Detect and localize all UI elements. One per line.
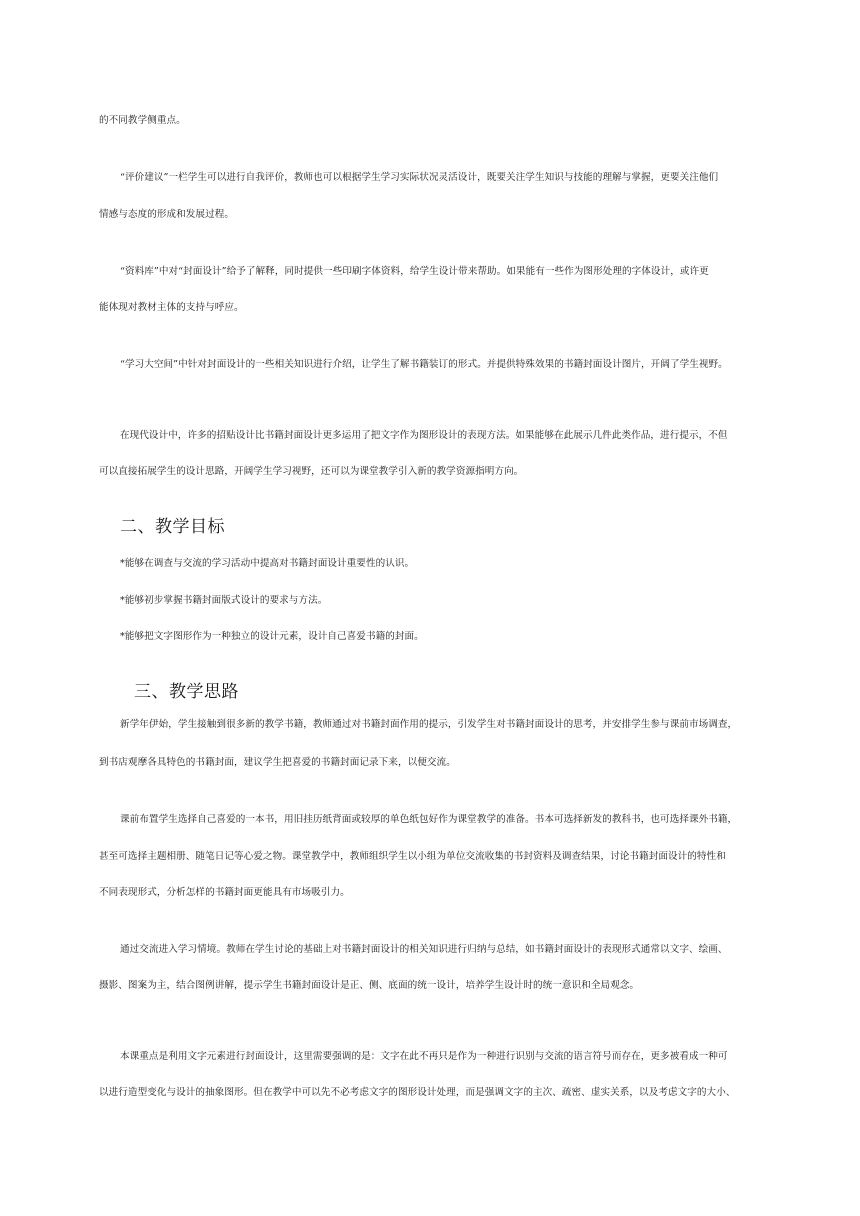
text-line: 情感与态度的形成和发展过程。: [99, 209, 235, 220]
text-line: 可以直接拓展学生的设计思路，开阔学生学习视野，还可以为课堂教学引入新的教学资源指明方向。: [99, 466, 524, 477]
text-line: 在现代设计中，许多的招贴设计比书籍封面设计更多运用了把文字作为图形设计的表现方法。如果能够在此展示几件此类作品，进行提示，不但: [120, 430, 728, 441]
objective-item: *能够把文字图形作为一种独立的设计元素，设计自己喜爱书籍的封面。: [120, 631, 424, 642]
text-line: 课前布置学生选择自己喜爱的一本书，用旧挂历纸背面或较厚的单色纸包好作为课堂教学的准备。书本可选择新发的教科书，也可选择课外书籍，: [120, 814, 738, 825]
text-line: “评价建议”一栏学生可以进行自我评价，教师也可以根据学生学习实际状况灵活设计，既要关注学生知识与技能的理解与掌握，更要关注他们: [120, 172, 719, 183]
objective-item: *能够在调查与交流的学习活动中提高对书籍封面设计重要性的认识。: [120, 558, 415, 569]
text-line: “学习大空间”中针对封面设计的一些相关知识进行介绍，让学生了解书籍装订的形式。并提供特殊效果的书籍封面设计图片，开阔了学生视野。: [120, 359, 728, 370]
section-heading: 三、教学思路: [134, 682, 239, 702]
objective-item: *能够初步掌握书籍封面版式设计的要求与方法。: [120, 595, 328, 606]
text-line: 本课重点是利用文字元素进行封面设计，这里需要强调的是：文字在此不再只是作为一种进行识别与交流的语言符号而存在，更多被看成一种可: [120, 1051, 728, 1062]
text-line: 的不同教学侧重点。: [99, 115, 186, 126]
text-line: 甚至可选择主题相册、随笔日记等心爱之物。课堂教学中，教师组织学生以小组为单位交流收集的书封资料及调查结果，讨论书籍封面设计的特性和: [99, 851, 726, 862]
text-line: 新学年伊始，学生接触到很多新的教学书籍，教师通过对书籍封面作用的提示，引发学生对书籍封面设计的思考，并安排学生参与课前市场调查，: [120, 719, 738, 730]
section-heading: 二、教学目标: [120, 517, 225, 537]
text-line: 能体现对教材主体的支持与呼应。: [99, 302, 244, 313]
text-line: 以进行造型变化与设计的抽象图形。但在教学中可以先不必考虑文字的图形设计处理，而是强调文字的主次、疏密、虚实关系，以及考虑文字的大小、: [99, 1087, 736, 1098]
text-line: 摄影、图案为主，结合图例讲解，提示学生书籍封面设计是正、侧、底面的统一设计，培养学生设计时的统一意识和全局观念。: [99, 980, 640, 991]
text-line: “资料库”中对“封面设计”给予了解释，同时提供一些印刷字体资料，给学生设计带来帮助。如果能有一些作为图形处理的字体设计，或许更: [120, 266, 709, 277]
text-line: 通过交流进入学习情境。教师在学生讨论的基础上对书籍封面设计的相关知识进行归纳与总结，如书籍封面设计的表现形式通常以文字、绘画、: [120, 944, 728, 955]
text-line: 不同表现形式，分析怎样的书籍封面更能具有市场吸引力。: [99, 887, 350, 898]
text-line: 到书店观摩各具特色的书籍封面，建议学生把喜爱的书籍封面记录下来，以便交流。: [99, 757, 456, 768]
